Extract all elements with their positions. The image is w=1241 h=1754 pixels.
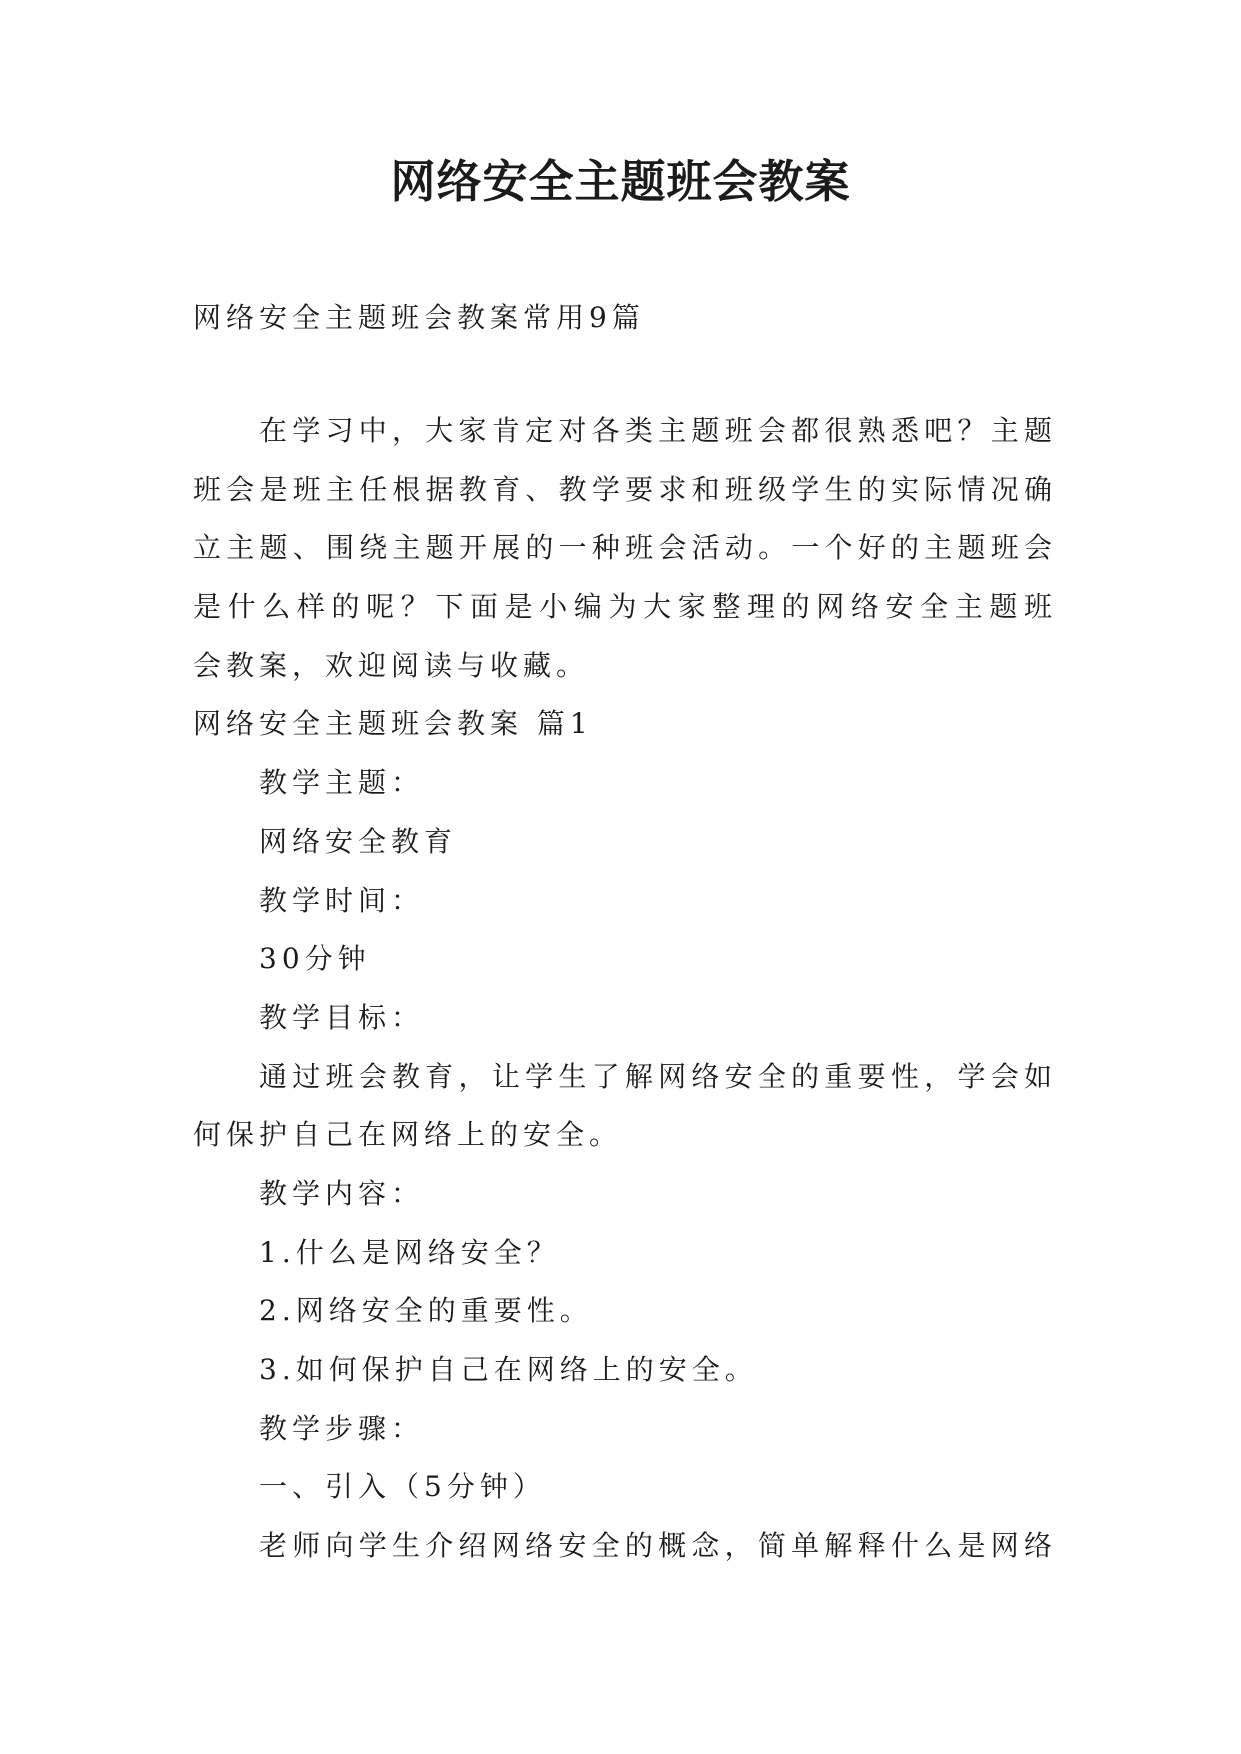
content-list-item: 3.如何保护自己在网络上的安全。 bbox=[259, 1353, 758, 1386]
intro-paragraph-line: 会教案，欢迎阅读与收藏。 bbox=[193, 648, 590, 682]
content-label: 教学内容： bbox=[259, 1176, 425, 1210]
intro-paragraph-line: 立主题、围绕主题开展的一种班会活动。一个好的主题班会 bbox=[193, 531, 1052, 565]
step-paragraph-line: 老师向学生介绍网络安全的概念，简单解释什么是网络 bbox=[259, 1529, 1052, 1563]
intro-paragraph-line: 在学习中，大家肯定对各类主题班会都很熟悉吧？主题 bbox=[259, 414, 1052, 447]
document-subtitle: 网络安全主题班会教案常用9篇 bbox=[193, 301, 645, 334]
time-value: 30分钟 bbox=[259, 942, 371, 976]
content-list-item: 1.什么是网络安全？ bbox=[259, 1235, 560, 1269]
intro-paragraph-line: 是什么样的呢？下面是小编为大家整理的网络安全主题班 bbox=[193, 590, 1052, 624]
theme-value: 网络安全教育 bbox=[259, 824, 458, 858]
goal-paragraph-line: 何保护自己在网络上的安全。 bbox=[193, 1118, 623, 1152]
theme-label: 教学主题： bbox=[259, 766, 425, 800]
content-list-item: 2.网络安全的重要性。 bbox=[259, 1294, 593, 1328]
step-heading: 一、引入（5分钟） bbox=[259, 1470, 546, 1504]
goal-paragraph-line: 通过班会教育，让学生了解网络安全的重要性，学会如 bbox=[259, 1059, 1052, 1093]
section-heading: 网络安全主题班会教案 篇1 bbox=[193, 707, 593, 741]
steps-label: 教学步骤： bbox=[259, 1411, 425, 1445]
goal-label: 教学目标： bbox=[259, 1000, 425, 1034]
intro-paragraph-line: 班会是班主任根据教育、教学要求和班级学生的实际情况确 bbox=[193, 472, 1052, 506]
document-title: 网络安全主题班会教案 bbox=[390, 155, 851, 208]
document-body bbox=[193, 402, 1063, 1576]
time-label: 教学时间： bbox=[259, 883, 425, 917]
